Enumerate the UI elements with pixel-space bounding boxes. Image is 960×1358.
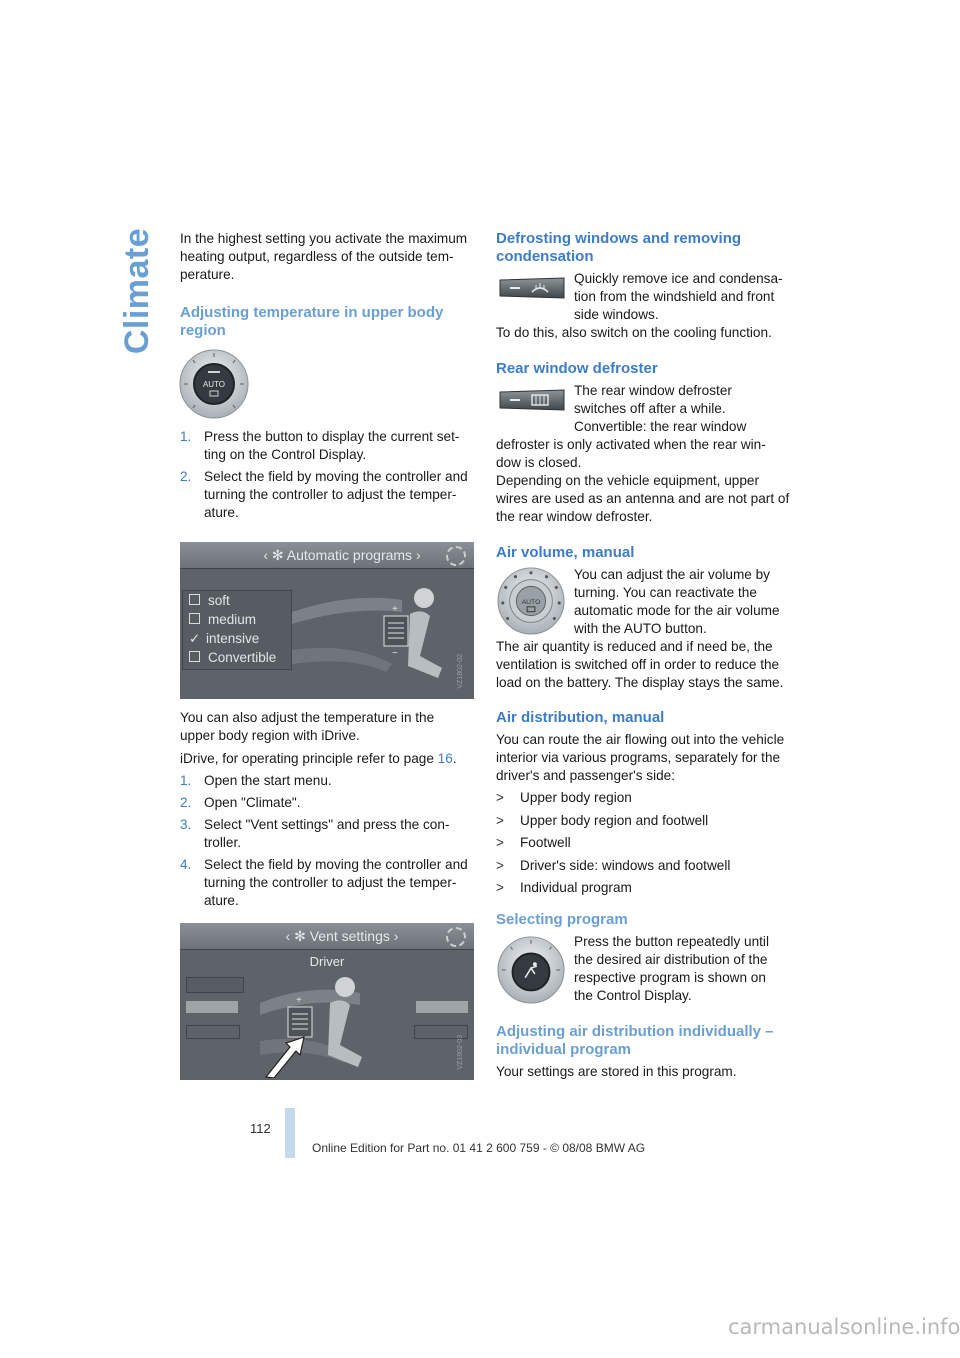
- footer-accent-bar: [285, 1108, 295, 1158]
- selecting-program-text: Press the button repeatedly until the desired air distribution of the respective program is shown on the Control Display.: [574, 934, 769, 1003]
- option-intensive[interactable]: ✓ intensive: [189, 631, 260, 646]
- list-item: 4. Select the field by moving the controller and turning the controller to adjust the temper- ature.: [180, 857, 468, 908]
- heading-air-distribution: Air distribution, manual: [496, 709, 665, 726]
- heading-selecting-program: Selecting program: [496, 911, 628, 928]
- windshield-defrost-button-image: [496, 276, 568, 300]
- left-column: [180, 230, 474, 1080]
- option-medium[interactable]: medium: [183, 610, 291, 629]
- individual-program-text: Your settings are stored in this program.: [496, 1064, 737, 1079]
- defrost-after-text: To do this, also switch on the cooling function.: [496, 325, 772, 340]
- air-volume-block: [496, 566, 790, 638]
- list-item: 1. Press the button to display the current set- ting on the Control Display.: [180, 429, 460, 462]
- air-distribution-knob-image: [496, 935, 566, 1005]
- watermark: carmanualsonline.info: [728, 1315, 960, 1339]
- intro-paragraph: In the highest setting you activate the maximum heating output, regardless of the outside tem- perature.: [180, 231, 468, 282]
- option-convertible[interactable]: Convertible: [183, 648, 291, 667]
- settings-gear-icon: [446, 546, 466, 566]
- heading-individual-program: Adjusting air distribution individually – individual program: [496, 1023, 774, 1058]
- svg-text:AUTO: AUTO: [202, 380, 226, 389]
- svg-text:AUTO: AUTO: [521, 598, 541, 606]
- vent-airflow-illustration: [220, 963, 430, 1078]
- svg-text:+: +: [296, 995, 302, 1006]
- edition-note: Online Edition for Part no. 01 41 2 600 759 - © 08/08 BMW AG: [312, 1141, 646, 1155]
- control-display-vent-settings: [180, 923, 474, 1080]
- screen-title-bar: [180, 542, 474, 569]
- list-item: 1. Open the start menu.: [180, 773, 332, 788]
- defrost-block: [496, 270, 790, 324]
- list-item: 2. Open "Climate".: [180, 795, 301, 810]
- program-options-list: [182, 590, 292, 670]
- screen-title: ‹ ✻ Automatic programs ›: [263, 547, 421, 563]
- seat-airflow-illustration: [292, 572, 462, 697]
- screen-title: ‹ ✻ Vent settings ›: [285, 928, 399, 944]
- page-number: 112: [250, 1121, 271, 1136]
- screen-title-bar: [180, 923, 474, 950]
- chapter-title-text: Climate: [118, 227, 156, 355]
- rear-defrost-block: [496, 382, 790, 436]
- chapter-title: [112, 226, 162, 356]
- heading-air-volume: Air volume, manual: [496, 544, 635, 561]
- svg-text:+: +: [392, 604, 398, 615]
- right-column: [496, 230, 790, 1081]
- air-volume-knob-image: [496, 566, 566, 636]
- list-item: > Footwell: [496, 835, 571, 850]
- settings-gear-icon: [446, 927, 466, 947]
- steps-list-1: [180, 428, 474, 522]
- air-volume-after-text: The air quantity is reduced and if need be, the ventilation is switched off in order to reduce the load on the battery. The display stays the same.: [496, 639, 784, 690]
- selecting-program-block: [496, 933, 790, 1005]
- air-distribution-programs: [496, 789, 790, 897]
- list-item: > Upper body region and footwell: [496, 812, 709, 828]
- heading-defrosting: Defrosting windows and removing condensation: [496, 230, 742, 265]
- control-display-automatic-programs: [180, 542, 474, 699]
- defrost-text: Quickly remove ice and condensa- tion from the windshield and front side windows.: [574, 271, 783, 322]
- heading-rear-defroster: Rear window defroster: [496, 360, 658, 377]
- image-code: VZ1802-03: [457, 1035, 464, 1070]
- air-volume-text: You can adjust the air volume by turning. You can reactivate the automatic mode for the air volume with the AUTO button.: [574, 567, 780, 636]
- rear-defrost-button-image: [496, 388, 568, 412]
- steps-list-2: [180, 772, 474, 910]
- list-item: 2. Select the field by moving the controller and turning the controller to adjust the temper- ature.: [180, 469, 468, 520]
- screen-subtitle: Driver: [309, 954, 345, 969]
- list-item: > Upper body region: [496, 790, 632, 805]
- option-soft[interactable]: soft: [183, 591, 291, 610]
- page-link-16[interactable]: 16: [437, 751, 453, 766]
- page-reference-paragraph: iDrive, for operating principle refer to page 16.: [180, 751, 457, 766]
- auto-knob-image: [178, 348, 250, 420]
- svg-text:−: −: [392, 648, 398, 659]
- heading-upper-body: Adjusting temperature in upper body region: [180, 304, 444, 339]
- rear-defrost-after-text: defroster is only activated when the rear win- dow is closed. Depending on the vehicle equipment, upper wires are used as an antenna and are not part of the rear window defroster.: [496, 437, 790, 524]
- list-item: 3. Select "Vent settings" and press the con- troller.: [180, 817, 450, 850]
- image-code: VZ1802-02: [457, 654, 464, 689]
- rear-defrost-text: The rear window defroster switches off after a while. Convertible: the rear window: [574, 383, 747, 434]
- idrive-paragraph: You can also adjust the temperature in the upper body region with iDrive.: [180, 710, 435, 743]
- list-item: > Driver's side: windows and footwell: [496, 857, 731, 873]
- air-distribution-text: You can route the air flowing out into the vehicle interior via various programs, separately for the driver's and passenger's side:: [496, 732, 785, 783]
- list-item: > Individual program: [496, 880, 632, 895]
